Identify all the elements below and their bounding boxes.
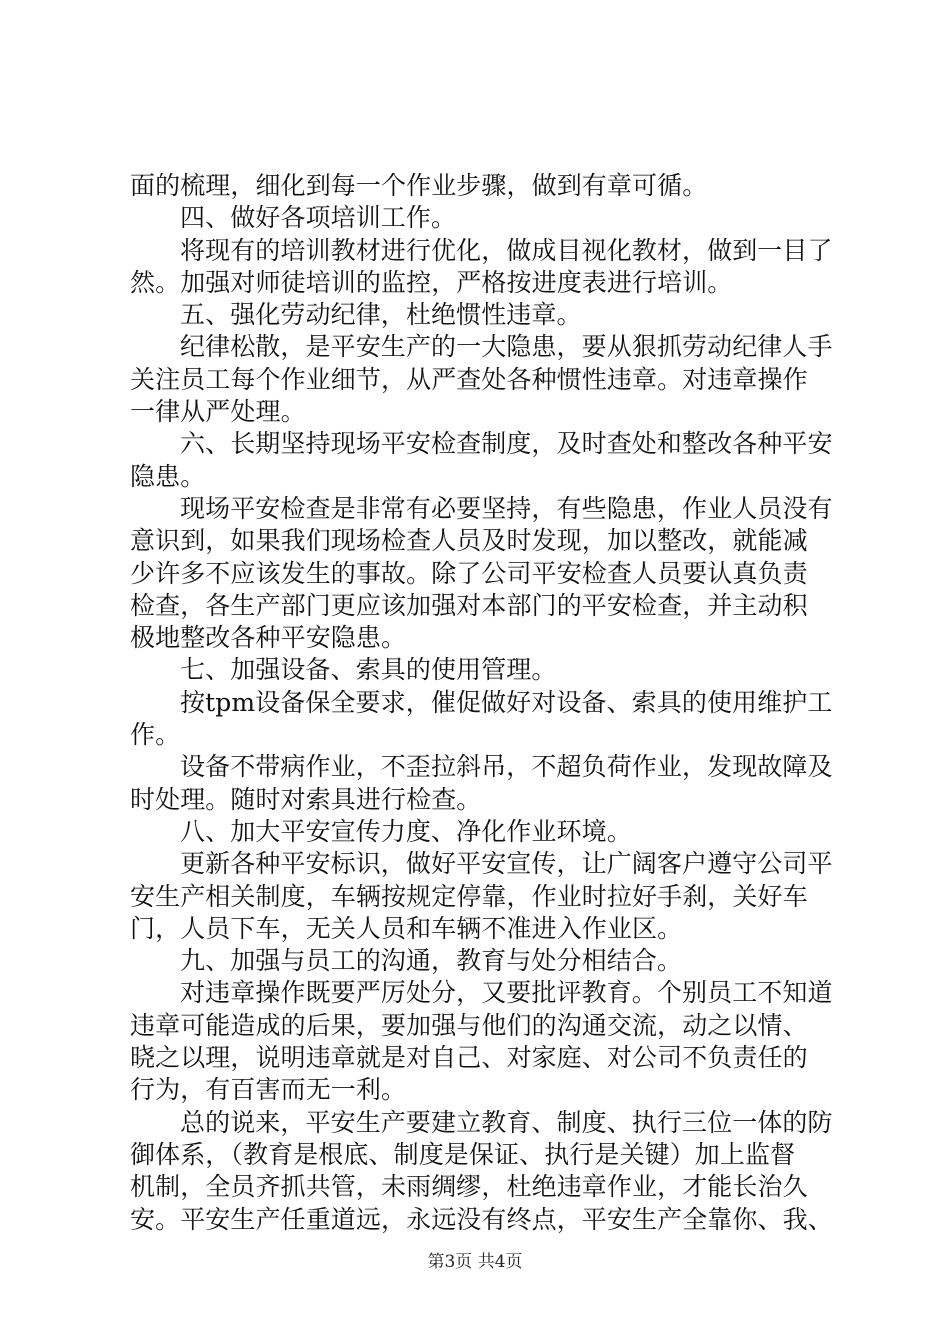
section-heading: 五、强化劳动纪律，杜绝惯性违章。 — [180, 300, 582, 330]
text-line: 更新各种平安标识，做好平安宣传，让广阔客户遵守公司平 — [180, 849, 833, 879]
text-line: 违章可能造成的后果，要加强与他们的沟通交流，动之以情、 — [130, 1010, 808, 1040]
text-line: 检查，各生产部门更应该加强对本部门的平安检查，并主动积 — [130, 590, 808, 620]
text-line: 晓之以理，说明违章就是对自己、对家庭、对公司不负责任的 — [130, 1043, 808, 1073]
text-line: 门，人员下车，无关人员和车辆不准进入作业区。 — [130, 913, 683, 943]
section-heading-continued: 隐患。 — [130, 461, 206, 491]
section-heading: 九、加强与员工的沟通，教育与处分相结合。 — [180, 946, 683, 976]
text-line: 时处理。随时对索具进行检查。 — [130, 784, 482, 814]
text-line: 极地整改各种平安隐患。 — [130, 623, 407, 653]
text-line: 作。 — [130, 720, 181, 750]
text-line: 关注员工每个作业细节，从严查处各种惯性违章。对违章操作 — [130, 364, 808, 394]
text-line: 行为，有百害而无一利。 — [130, 1075, 407, 1105]
text-line: 按tpm设备保全要求，催促做好对设备、索具的使用维护工 — [180, 687, 833, 717]
text-line: 现场平安检查是非常有必要坚持，有些隐患，作业人员没有 — [180, 493, 833, 523]
text-line: 总的说来，平安生产要建立教育、制度、执行三位一体的防 — [180, 1107, 833, 1137]
text-line: 安。平安生产任重道远，永远没有终点，平安生产全靠你、我、 — [130, 1204, 833, 1234]
section-heading: 六、长期坚持现场平安检查制度，及时查处和整改各种平安 — [180, 429, 833, 459]
text-line: 纪律松散，是平安生产的一大隐患，要从狠抓劳动纪律人手 — [180, 332, 833, 362]
document-body — [130, 170, 833, 1236]
text-line: 御体系，（教育是根底、制度是保证、执行是关键）加上监督 — [130, 1139, 796, 1169]
text-line: 意识到，如果我们现场检查人员及时发现，加以整改，就能减 — [130, 526, 808, 556]
page-number: 第3页 共4页 — [427, 1252, 523, 1272]
section-heading: 八、加大平安宣传力度、净化作业环境。 — [180, 816, 632, 846]
text-line: 安生产相关制度，车辆按规定停靠，作业时拉好手刹，关好车 — [130, 881, 808, 911]
text-line: 设备不带病作业，不歪拉斜吊，不超负荷作业，发现故障及 — [180, 752, 833, 782]
text-line: 然。加强对师徒培训的监控，严格按进度表进行培训。 — [130, 267, 733, 297]
text-line: 一律从严处理。 — [130, 397, 306, 427]
section-heading: 七、加强设备、索具的使用管理。 — [180, 655, 557, 685]
section-heading: 四、做好各项培训工作。 — [180, 203, 457, 233]
text-line: 少许多不应该发生的事故。除了公司平安检查人员要认真负责 — [130, 558, 808, 588]
text-line: 将现有的培训教材进行优化，做成目视化教材，做到一目了 — [180, 235, 833, 265]
text-line: 对违章操作既要严厉处分，又要批评教育。个别员工不知道 — [180, 978, 833, 1008]
text-line: 面的梳理，细化到每一个作业步骤，做到有章可循。 — [130, 171, 708, 200]
text-line: 机制，全员齐抓共管，未雨绸缪，杜绝违章作业，才能长治久 — [130, 1172, 808, 1202]
